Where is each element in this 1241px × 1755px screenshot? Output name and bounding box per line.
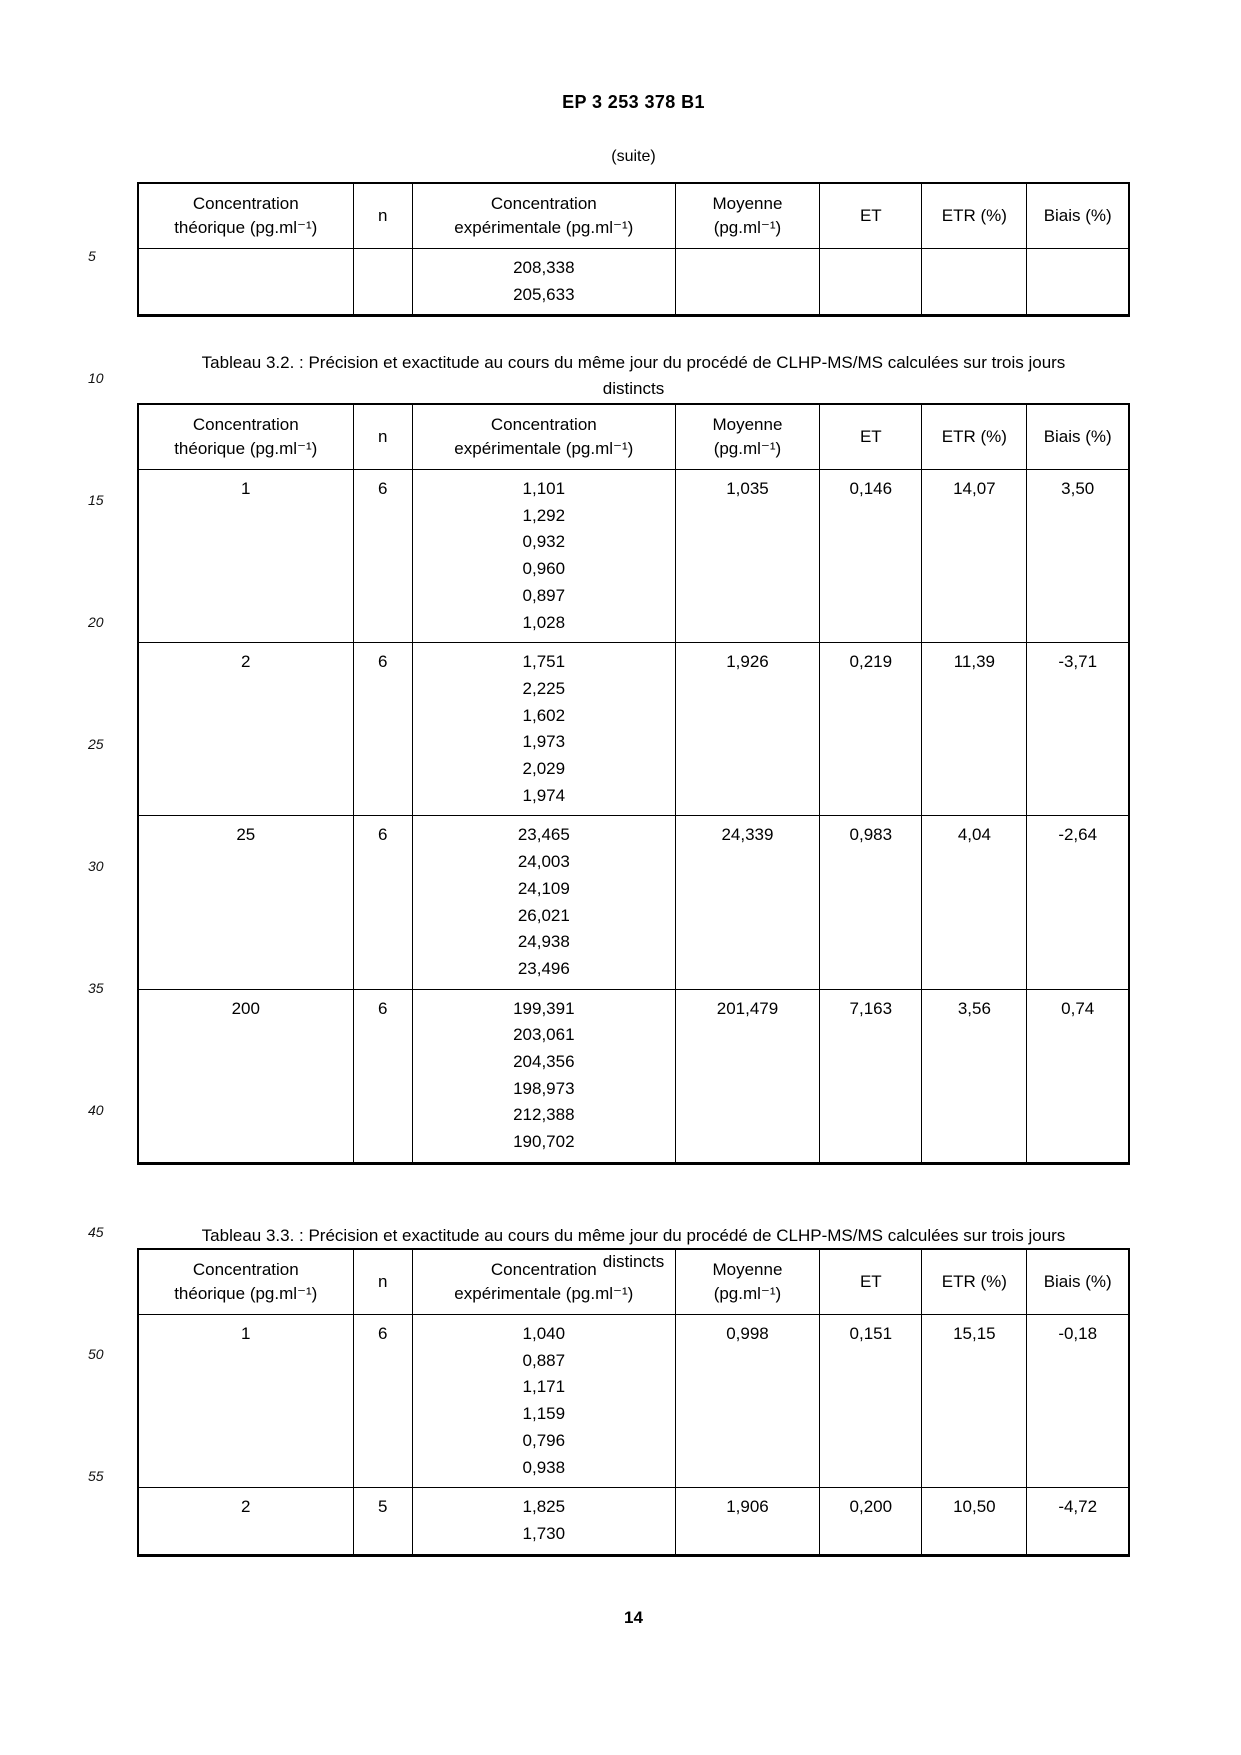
- experimental-value: 208,338: [513, 258, 575, 277]
- n-cell: [353, 249, 412, 316]
- experimental-value: 199,391: [513, 998, 575, 1018]
- margin-line-number: 50: [88, 1346, 104, 1362]
- margin-line-number: 45: [88, 1224, 104, 1240]
- experimental-value: 0,796: [522, 1430, 566, 1450]
- experimental-value: 23,496: [517, 958, 570, 978]
- mean-cell: [675, 249, 820, 316]
- table-3-3: [137, 1248, 1130, 1557]
- bias-cell: 3,50: [1027, 470, 1129, 643]
- col-header-mean: Moyenne (pg.ml⁻¹): [675, 1249, 820, 1315]
- col-header-bias: Biais (%): [1027, 183, 1129, 249]
- experimental-value: 1,973: [522, 732, 566, 752]
- experimental-value: 2,225: [522, 678, 566, 698]
- data-row: [138, 989, 1129, 1163]
- n-cell: 6: [353, 1315, 412, 1488]
- etr-cell: 15,15: [922, 1315, 1027, 1488]
- experimental-values-cell: [413, 470, 676, 643]
- page-number: 14: [624, 1608, 643, 1627]
- experimental-value: 1,974: [522, 785, 566, 805]
- bias-cell: -0,18: [1027, 1315, 1129, 1488]
- experimental-value: 1,028: [522, 612, 566, 632]
- experimental-value: 24,003: [517, 852, 570, 872]
- margin-line-number: 20: [88, 614, 104, 630]
- header-row: [138, 183, 1129, 249]
- bias-cell: -2,64: [1027, 816, 1129, 989]
- suite-label: (suite): [611, 148, 656, 165]
- mean-cell: 24,339: [675, 816, 820, 989]
- experimental-value: 205,633: [513, 284, 575, 304]
- data-row: [138, 1315, 1129, 1488]
- table-3-2: [137, 403, 1130, 1165]
- experimental-value: 1,040: [522, 1324, 566, 1343]
- margin-line-number: 40: [88, 1102, 104, 1118]
- theoretical-concentration-cell: 1: [138, 1315, 353, 1488]
- experimental-values-cell: [413, 989, 676, 1163]
- bias-cell: -3,71: [1027, 643, 1129, 816]
- data-row: [138, 470, 1129, 643]
- et-cell: 0,219: [820, 643, 922, 816]
- experimental-value: 1,292: [522, 505, 566, 525]
- experimental-value: 1,825: [522, 1497, 566, 1517]
- theoretical-concentration-cell: 2: [138, 643, 353, 816]
- mean-cell: 201,479: [675, 989, 820, 1163]
- experimental-value: 1,101: [522, 479, 566, 498]
- bias-cell: [1027, 249, 1129, 316]
- et-cell: 7,163: [820, 989, 922, 1163]
- experimental-value: 1,751: [522, 652, 566, 672]
- col-header-theoretical-concentration: Concentration théorique (pg.ml⁻¹): [138, 1249, 353, 1315]
- et-cell: 0,200: [820, 1488, 922, 1555]
- experimental-value: 1,159: [522, 1404, 566, 1424]
- col-header-n: n: [353, 1249, 412, 1315]
- experimental-value: 203,061: [513, 1025, 575, 1045]
- etr-cell: 10,50: [922, 1488, 1027, 1555]
- col-header-theoretical-concentration: Concentration théorique (pg.ml⁻¹): [138, 183, 353, 249]
- col-header-etr: ETR (%): [922, 404, 1027, 470]
- experimental-value: 0,897: [522, 585, 566, 605]
- experimental-value: 212,388: [513, 1105, 575, 1125]
- experimental-values-cell: [413, 1315, 676, 1488]
- experimental-values-cell: [413, 249, 676, 316]
- theoretical-concentration-cell: 25: [138, 816, 353, 989]
- n-cell: 5: [353, 1488, 412, 1555]
- caption-line: Tableau 3.2. : Précision et exactitude au cours du même jour du procédé de CLHP-MS/MS calculées sur trois jours: [201, 353, 1066, 372]
- experimental-value: 1,730: [522, 1523, 566, 1543]
- experimental-value: 198,973: [513, 1078, 575, 1098]
- col-header-etr: ETR (%): [922, 183, 1027, 249]
- experimental-value: 0,960: [522, 559, 566, 579]
- col-header-et: ET: [820, 183, 922, 249]
- theoretical-concentration-cell: 1: [138, 470, 353, 643]
- caption-line: Tableau 3.3. : Précision et exactitude au cours du même jour du procédé de CLHP-MS/MS calculées sur trois jours: [201, 1226, 1066, 1245]
- mean-cell: 0,998: [675, 1315, 820, 1488]
- data-row: [138, 643, 1129, 816]
- mean-cell: 1,906: [675, 1488, 820, 1555]
- experimental-value: 0,887: [522, 1350, 566, 1370]
- experimental-value: 1,602: [522, 705, 566, 725]
- theoretical-concentration-cell: 2: [138, 1488, 353, 1555]
- data-row: [138, 1488, 1129, 1555]
- experimental-value: 24,938: [517, 932, 570, 952]
- experimental-value: 204,356: [513, 1052, 575, 1072]
- bias-cell: -4,72: [1027, 1488, 1129, 1555]
- et-cell: 0,151: [820, 1315, 922, 1488]
- col-header-mean: Moyenne (pg.ml⁻¹): [675, 183, 820, 249]
- col-header-etr: ETR (%): [922, 1249, 1027, 1315]
- experimental-value: 24,109: [517, 878, 570, 898]
- table-3-2-caption: [110, 350, 1157, 402]
- et-cell: [820, 249, 922, 316]
- margin-line-number: 35: [88, 980, 104, 996]
- data-row: [138, 816, 1129, 989]
- experimental-value: 26,021: [517, 905, 570, 925]
- data-row: [138, 249, 1129, 316]
- n-cell: 6: [353, 643, 412, 816]
- etr-cell: 14,07: [922, 470, 1027, 643]
- n-cell: 6: [353, 470, 412, 643]
- etr-cell: 3,56: [922, 989, 1027, 1163]
- theoretical-concentration-cell: 200: [138, 989, 353, 1163]
- col-header-et: ET: [820, 1249, 922, 1315]
- col-header-mean: Moyenne (pg.ml⁻¹): [675, 404, 820, 470]
- theoretical-concentration-cell: [138, 249, 353, 316]
- experimental-value: 0,938: [522, 1457, 566, 1477]
- experimental-value: 190,702: [513, 1132, 575, 1152]
- et-cell: 0,983: [820, 816, 922, 989]
- margin-line-number: 10: [88, 370, 104, 386]
- mean-cell: 1,035: [675, 470, 820, 643]
- col-header-bias: Biais (%): [1027, 404, 1129, 470]
- experimental-value: 0,932: [522, 532, 566, 552]
- table-suite: [137, 182, 1130, 317]
- caption-line: distincts: [602, 1252, 665, 1271]
- header-row: [138, 404, 1129, 470]
- col-header-experimental-concentration: Concentration expérimentale (pg.ml⁻¹): [413, 404, 676, 470]
- mean-cell: 1,926: [675, 643, 820, 816]
- et-cell: 0,146: [820, 470, 922, 643]
- experimental-value: 1,171: [522, 1377, 566, 1397]
- margin-line-number: 15: [88, 492, 104, 508]
- margin-line-number: 5: [88, 248, 96, 264]
- experimental-values-cell: [413, 643, 676, 816]
- bias-cell: 0,74: [1027, 989, 1129, 1163]
- col-header-experimental-concentration: Concentration expérimentale (pg.ml⁻¹): [413, 183, 676, 249]
- publication-number: EP 3 253 378 B1: [562, 92, 705, 112]
- col-header-n: n: [353, 183, 412, 249]
- experimental-values-cell: [413, 1488, 676, 1555]
- col-header-theoretical-concentration: Concentration théorique (pg.ml⁻¹): [138, 404, 353, 470]
- experimental-values-cell: [413, 816, 676, 989]
- experimental-value: 2,029: [522, 759, 566, 779]
- etr-cell: 11,39: [922, 643, 1027, 816]
- col-header-experimental-concentration: Concentration expérimentale (pg.ml⁻¹): [413, 1249, 676, 1315]
- col-header-bias: Biais (%): [1027, 1249, 1129, 1315]
- etr-cell: 4,04: [922, 816, 1027, 989]
- margin-line-number: 55: [88, 1468, 104, 1484]
- n-cell: 6: [353, 816, 412, 989]
- n-cell: 6: [353, 989, 412, 1163]
- margin-line-number: 30: [88, 858, 104, 874]
- col-header-n: n: [353, 404, 412, 470]
- experimental-value: 23,465: [517, 825, 570, 845]
- caption-line: distincts: [602, 379, 665, 398]
- margin-line-number: 25: [88, 736, 104, 752]
- col-header-et: ET: [820, 404, 922, 470]
- etr-cell: [922, 249, 1027, 316]
- header-row: [138, 1249, 1129, 1315]
